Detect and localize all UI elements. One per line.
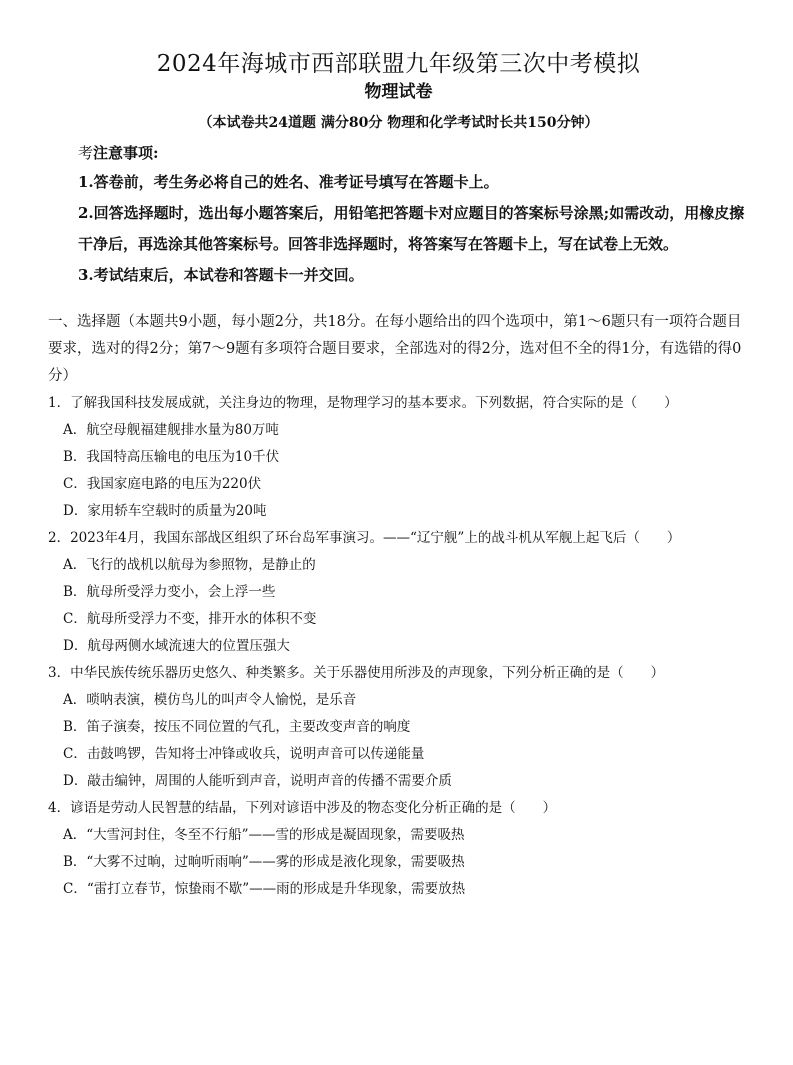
- question-option: A．唢呐表演，模仿鸟儿的叫声令人愉悦，是乐音: [63, 692, 357, 708]
- question-option: A．“大雪河封住，冬至不行船”——雪的形成是凝固现象，需要吸热: [63, 827, 465, 843]
- question: [48, 525, 749, 660]
- question-option: C．“雷打立春节，惊蛰雨不歇”——雨的形成是升华现象，需要放热: [63, 881, 466, 897]
- question-stem: 2．2023年4月，我国东部战区组织了环台岛军事演习。——“辽宁舰”上的战斗机从军舰上起飞后（ ）: [48, 530, 681, 546]
- question: [48, 795, 749, 903]
- question-stem: 3．中华民族传统乐器历史悠久、种类繁多。关于乐器使用所涉及的声现象，下列分析正确的是（ ）: [48, 665, 665, 681]
- question-stem: 1．了解我国科技发展成就，关注身边的物理，是物理学习的基本要求。下列数据，符合实际的是（ ）: [48, 395, 678, 411]
- notice-item: 1.答卷前，考生务必将自己的姓名、准考证号填写在答题卡上。: [78, 173, 499, 191]
- question-option: A．飞行的战机以航母为参照物，是静止的: [63, 557, 316, 573]
- question: [48, 660, 749, 795]
- exam-title: 2024年海城市西部联盟九年级第三次中考模拟: [156, 51, 641, 77]
- notice-item: 3.考试结束后，本试卷和答题卡一并交回。: [78, 266, 364, 284]
- notice-block: [78, 139, 749, 291]
- question-option: B．我国特高压输电的电压为10千伏: [63, 449, 280, 465]
- question-option: C．航母所受浮力不变，排开水的体积不变: [63, 611, 317, 627]
- exam-page: [0, 49, 793, 1065]
- section-intro: 一、选择题（本题共9小题，每小题2分，共18分。在每小题给出的四个选项中，第1～6题只有一项符合题目要求，选对的得2分；第7～9题有多项符合题目要求，全部选对的得2分，选对但不全的得1分，有选错的得0分）: [48, 314, 742, 384]
- question: [48, 390, 749, 525]
- question-option: C．我国家庭电路的电压为220伏: [63, 476, 262, 492]
- notice-heading-text: 注意事项:: [93, 144, 159, 162]
- question-option: D．航母两侧水域流速大的位置压强大: [63, 638, 290, 654]
- question-option: C．击鼓鸣锣，告知将士冲锋或收兵，说明声音可以传递能量: [63, 746, 425, 762]
- exam-subtitle: 物理试卷: [364, 82, 433, 102]
- question-option: A．航空母舰福建舰排水量为80万吨: [63, 422, 279, 438]
- exam-meta: （本试卷共24道题 满分80分 物理和化学考试时长共150分钟）: [198, 115, 599, 131]
- notice-heading: [78, 139, 749, 167]
- question-option: B．笛子演奏，按压不同位置的气孔，主要改变声音的响度: [63, 719, 411, 735]
- question-option: B．“大雾不过晌，过晌听雨响”——雾的形成是液化现象，需要吸热: [63, 854, 465, 870]
- question-option: D．家用轿车空载时的质量为20吨: [63, 503, 267, 519]
- question-option: B．航母所受浮力变小，会上浮一些: [63, 584, 276, 600]
- question-stem: 4．谚语是劳动人民智慧的结晶，下列对谚语中涉及的物态变化分析正确的是（ ）: [48, 800, 557, 816]
- notice-prefix: 考: [78, 144, 94, 162]
- notice-item: 2.回答选择题时，选出每小题答案后，用铅笔把答题卡对应题目的答案标号涂黑;如需改动，用橡皮擦干净后，再选涂其他答案标号。回答非选择题时，将答案写在答题卡上，写在试卷上无效。: [78, 204, 745, 253]
- question-option: D．敲击编钟，周围的人能听到声音，说明声音的传播不需要介质: [63, 773, 452, 789]
